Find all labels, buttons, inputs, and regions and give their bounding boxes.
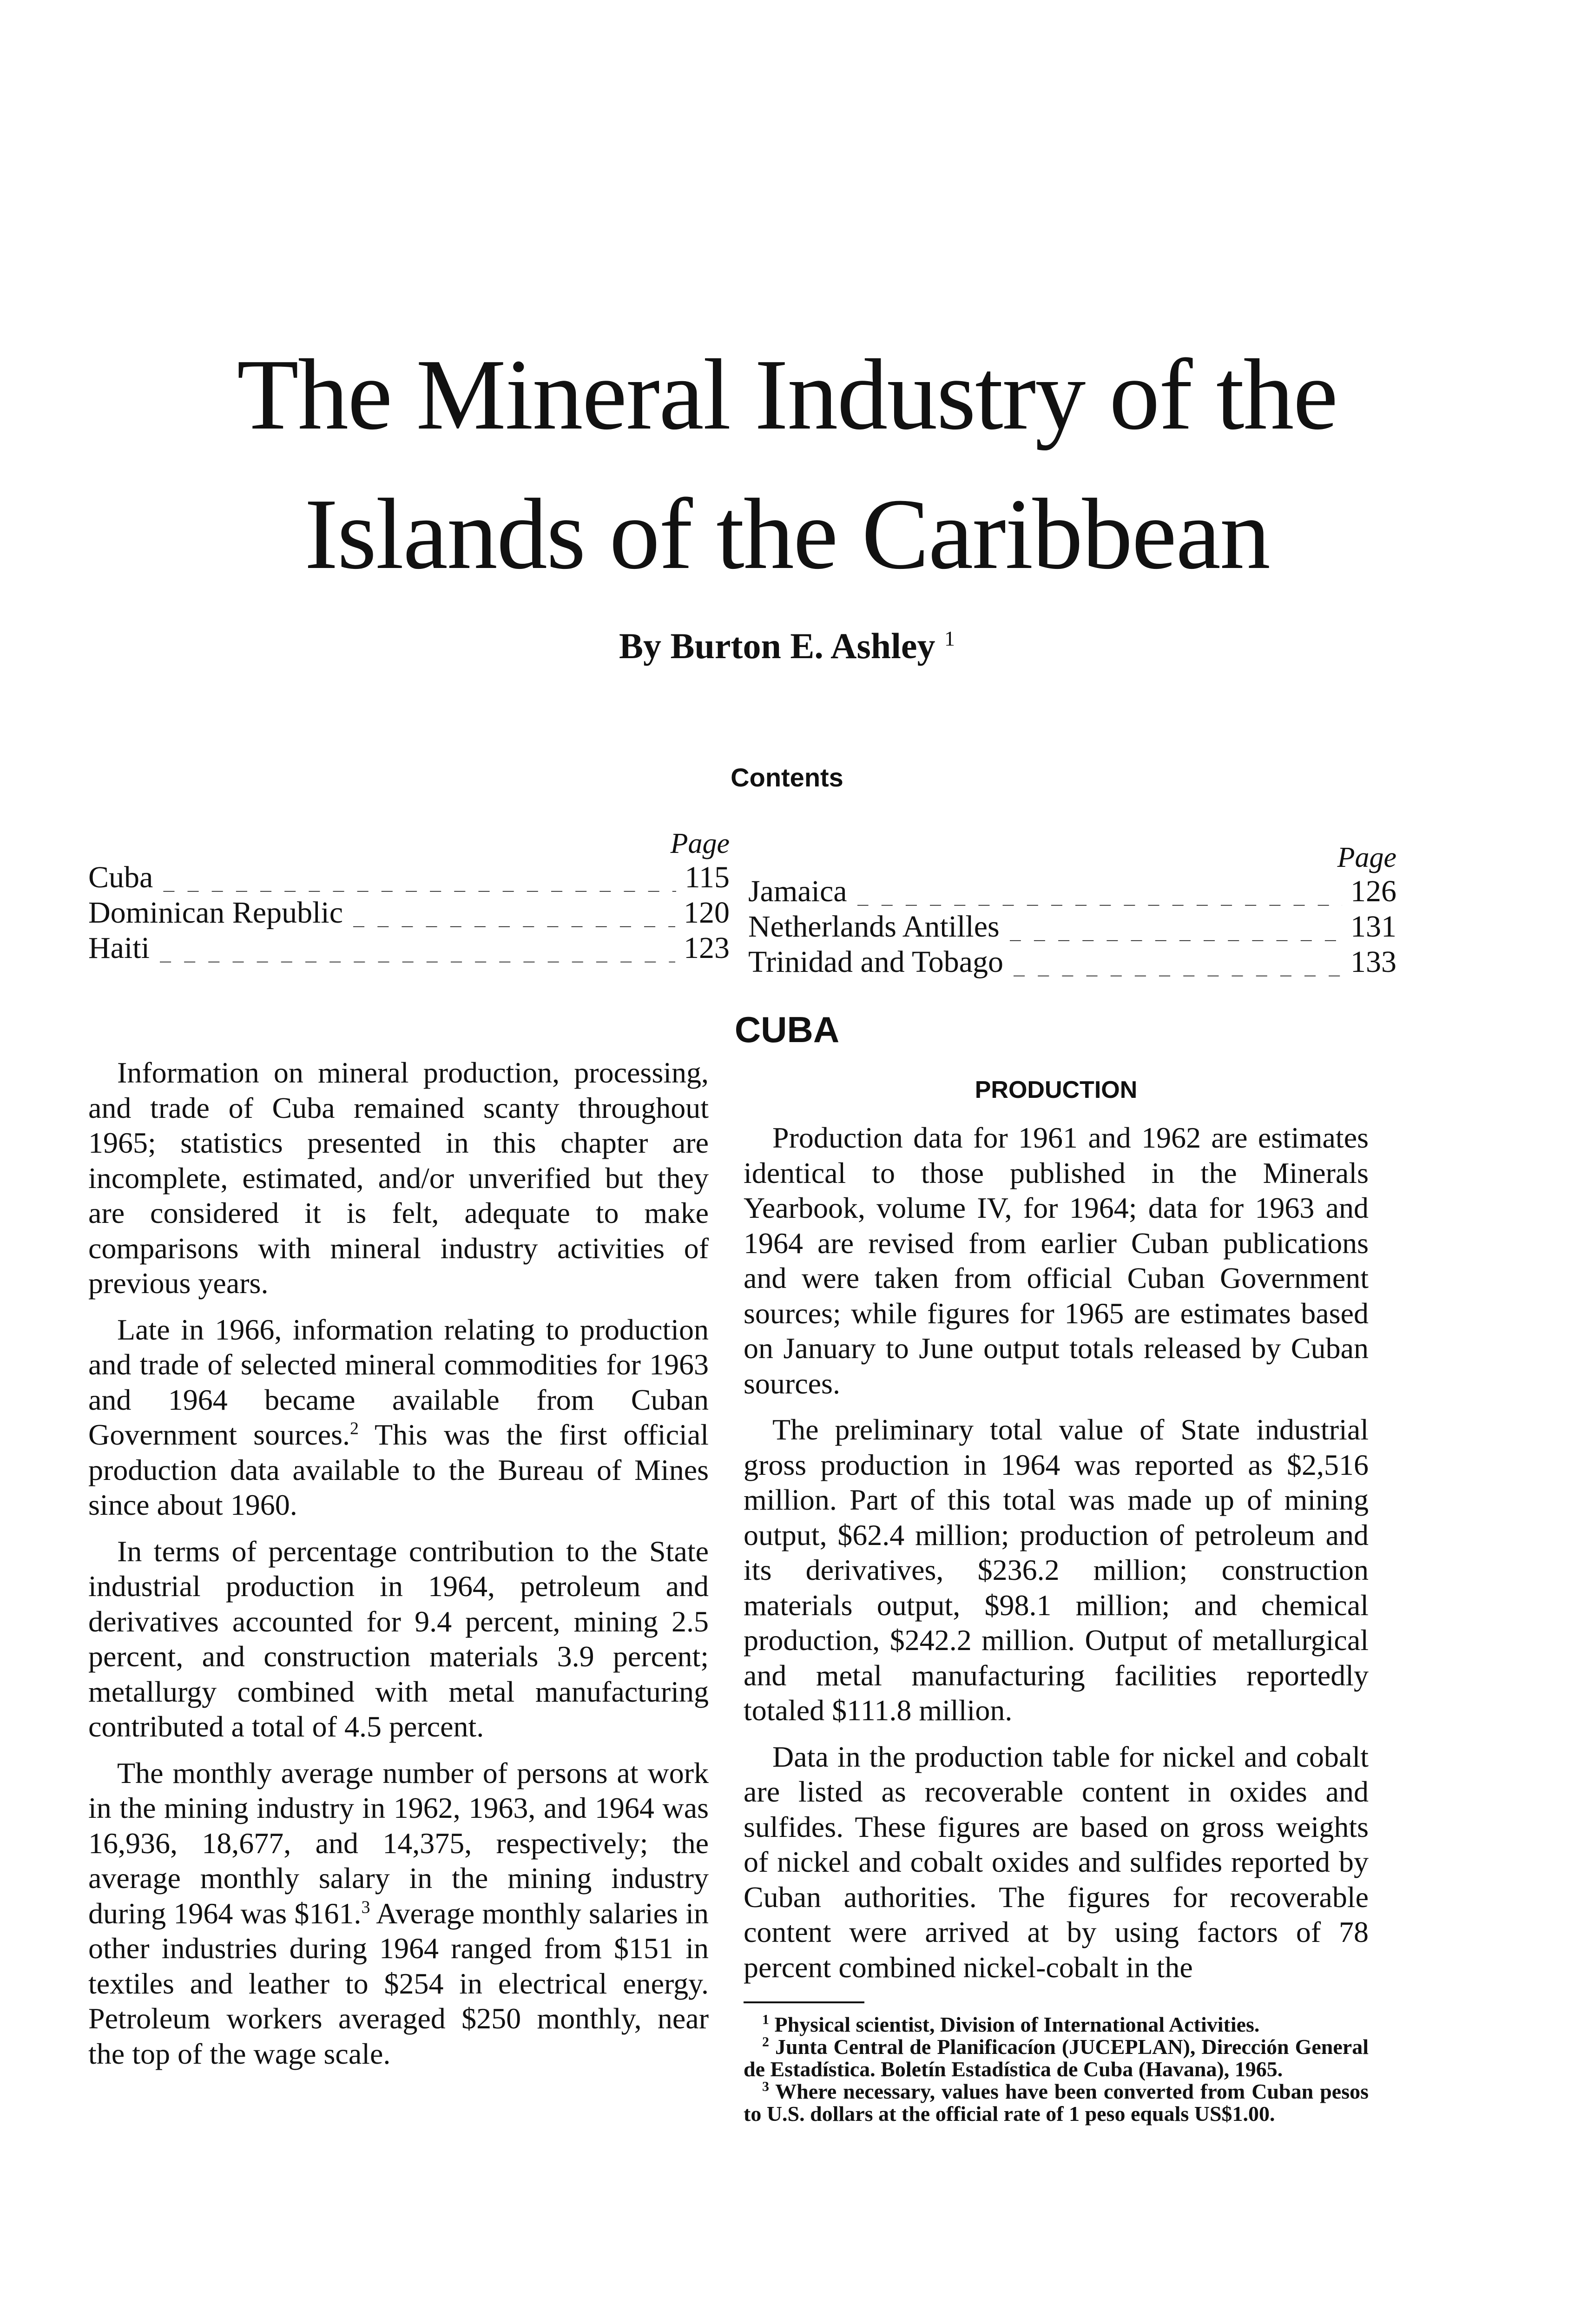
- footnote-number: 2: [762, 2034, 769, 2050]
- paragraph-text: Average monthly salaries in other industries during 1964 ranged from $151 in textiles and leather to $254 in electrical energy. Petroleum workers averaged $250 monthly, near the top of the wage scale.: [88, 1896, 709, 2070]
- footnotes: [744, 2014, 1369, 2125]
- contents-entry-name: Cuba: [88, 860, 153, 894]
- contents-entry-name: Netherlands Antilles: [748, 910, 1000, 944]
- dot-leader: [353, 895, 675, 934]
- paragraph-text: This was the first official production data available to the Bureau of Mines since about 1960.: [88, 1418, 709, 1521]
- footnote-text: Where necessary, values have been converted from Cuban pesos to U.S. dollars at the official rate of 1 peso equals US$1.00.: [744, 2080, 1369, 2126]
- contents-entry-page: 120: [684, 896, 730, 930]
- paragraph: Production data for 1961 and 1962 are estimates identical to those published in the Minerals Yearbook, volume IV, for 1964; data for 1963 and 1964 are revised from earlier Cuban publications and were taken from official Cuban Government sources; while figures for 1965 are estimates based on January to June output totals released by Cuban sources.: [744, 1121, 1369, 1400]
- dot-leader: [857, 874, 1342, 913]
- contents-entry-name: Haiti: [88, 931, 150, 965]
- footnote-ref: 3: [361, 1897, 370, 1917]
- contents-heading: Contents: [731, 763, 843, 792]
- paragraph: Data in the production table for nickel and cobalt are listed as recoverable content in oxides and sulfides. These figures are based on gross weights of nickel and cobalt oxides and sulfides reported by Cuban authorities. The figures for recoverable content were arrived at by using factors of 78 percent combined nickel-cobalt in the: [744, 1740, 1369, 1984]
- footnote-ref: 1: [944, 627, 955, 650]
- subsection-heading: PRODUCTION: [975, 1076, 1138, 1103]
- footnote-text: Physical scientist, Division of International Activities.: [774, 2013, 1260, 2036]
- contents-entry-name: Dominican Republic: [88, 896, 343, 930]
- paragraph-text: Late in 1966, information relating to production and trade of selected mineral commodities for 1963 and 1964 became available from Cuban Government sources.: [88, 1313, 709, 1451]
- paragraph: Information on mineral production, processing, and trade of Cuba remained scanty throughout 1965; statistics presented in this chapter are incomplete, estimated, and/or unverified but they are considered it is felt, adequate to make comparisons with mineral industry activities of previous years.: [88, 1056, 709, 1300]
- contents-entry: [748, 944, 1396, 980]
- paragraph: In terms of percentage contribution to the State industrial production in 1964, petroleum and derivatives accounted for 9.4 percent, mining 2.5 percent, and construction materials 3.9 percent; metallurgy combined with metal manufacturing contributed a total of 4.5 percent.: [88, 1534, 709, 1743]
- text-column-right: [744, 1055, 1369, 2125]
- paragraph: [88, 1756, 709, 2072]
- author-byline: [0, 625, 1574, 667]
- title-line-1: The Mineral Industry of the: [237, 339, 1337, 451]
- contents-entry: [748, 874, 1396, 909]
- dot-leader: [1010, 909, 1342, 948]
- contents-entry-page: 126: [1350, 874, 1396, 908]
- contents-page-label: Page: [670, 828, 730, 859]
- contents-entry: [88, 931, 730, 966]
- paragraph: The preliminary total value of State industrial gross production in 1964 was reported as $2,516 million. Part of this total was made up of mining output, $62.4 million; production of petroleum and its derivatives, $236.2 million; construction materials output, $98.1 million; and chemical production, $242.2 million. Output of metallurgical and metal manufacturing facilities reportedly totaled $111.8 million.: [744, 1413, 1369, 1727]
- contents-entry: [88, 860, 730, 895]
- author-name: By Burton E. Ashley: [619, 626, 935, 666]
- contents-entry-name: Jamaica: [748, 874, 847, 908]
- contents-entry-page: 123: [684, 931, 730, 965]
- dot-leader: [160, 931, 675, 970]
- contents-entry-name: Trinidad and Tobago: [748, 945, 1004, 979]
- contents-entry-page: 133: [1350, 945, 1396, 979]
- contents-entry-page: 131: [1350, 910, 1396, 944]
- paragraph: [88, 1312, 709, 1523]
- dot-leader: [1014, 944, 1342, 984]
- paragraph-text: The monthly average number of persons at work in the mining industry in 1962, 1963, and 1964 was 16,936, 18,677, and 14,375, respectively; the average monthly salary in the mining industry during 1964 was $161.: [88, 1756, 709, 1930]
- contents-list-right: [748, 841, 1396, 980]
- contents-page-label: Page: [1337, 842, 1396, 873]
- title-line-2: Islands of the Caribbean: [304, 478, 1270, 590]
- footnote: [744, 2080, 1369, 2125]
- footnote-number: 1: [762, 2012, 769, 2027]
- footnote-text: Junta Central de Planificacíon (JUCEPLAN), Dirección General de Estadística. Boletín Estadística de Cuba (Havana), 1965.: [744, 2035, 1369, 2081]
- footnote-number: 3: [762, 2079, 769, 2094]
- contents-entry: [748, 909, 1396, 944]
- footnote: [744, 2036, 1369, 2080]
- dot-leader: [163, 860, 676, 899]
- footnote: [744, 2014, 1369, 2036]
- footnote-ref: 2: [350, 1419, 359, 1439]
- section-heading: CUBA: [734, 1009, 840, 1050]
- contents-list-left: [88, 827, 730, 966]
- footnote-divider: [744, 2001, 864, 2003]
- contents-entry: [88, 895, 730, 931]
- contents-entry-page: 115: [685, 860, 730, 894]
- page-title: [0, 325, 1574, 604]
- text-column-left: [88, 1055, 709, 2082]
